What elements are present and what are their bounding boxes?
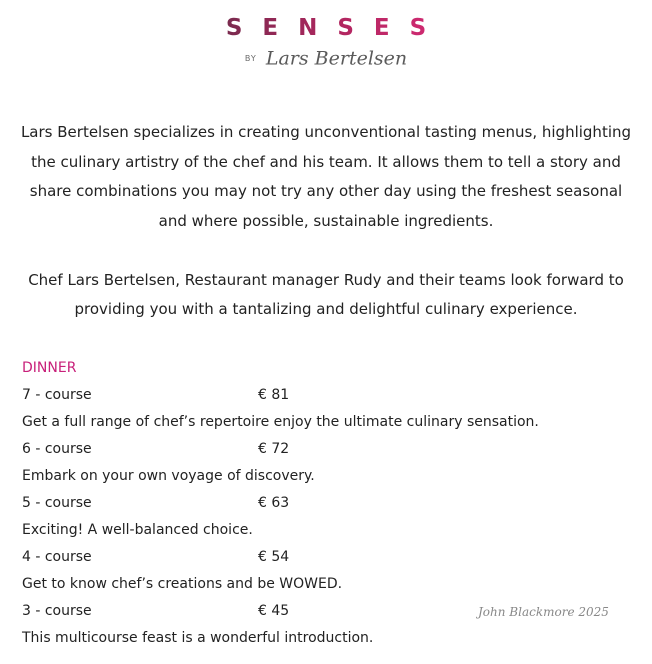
course-price: € 63 — [258, 495, 290, 511]
course-name: 3 - course — [22, 603, 92, 619]
course-row — [22, 436, 622, 463]
intro-paragraph-2: Chef Lars Bertelsen, Restaurant manager Rudy and their teams look forward to providing you with a tantalizing and delightful culinary experience. — [28, 270, 624, 318]
course-price: € 45 — [258, 603, 290, 619]
course-description: This multicourse feast is a wonderful introduction. — [22, 630, 374, 646]
logo-signature: Lars Bertelsen — [265, 47, 408, 70]
watermark: John Blackmore 2025 — [478, 605, 609, 619]
course-name: 7 - course — [22, 387, 92, 403]
course-description: Get to know chef’s creations and be WOWED. — [22, 576, 343, 592]
intro-text — [20, 118, 632, 325]
course-price: € 81 — [258, 387, 290, 403]
logo-wordmark-text: SENSES — [225, 15, 447, 41]
logo-byline — [0, 48, 652, 69]
course-description: Get a full range of chef’s repertoire enjoy the ultimate culinary sensation. — [22, 414, 539, 430]
course-row — [22, 382, 622, 409]
course-description: Exciting! A well-balanced choice. — [22, 522, 253, 538]
course-price: € 72 — [258, 441, 290, 457]
course-row — [22, 490, 622, 517]
logo-wordmark — [0, 14, 652, 42]
course-price: € 54 — [258, 549, 290, 565]
intro-paragraph-1: Lars Bertelsen specializes in creating unconventional tasting menus, highlighting the culinary artistry of the chef and his team. It allows them to tell a story and share combinations you may not try any other day using the freshest seasonal and where possible, sustainable ingredients. — [20, 123, 632, 230]
course-row — [22, 544, 622, 571]
menu-heading: DINNER — [22, 360, 77, 376]
course-name: 6 - course — [22, 441, 92, 457]
course-description: Embark on your own voyage of discovery. — [22, 468, 315, 484]
course-name: 5 - course — [22, 495, 92, 511]
course-name: 4 - course — [22, 549, 92, 565]
logo-by-label: BY — [244, 53, 257, 63]
